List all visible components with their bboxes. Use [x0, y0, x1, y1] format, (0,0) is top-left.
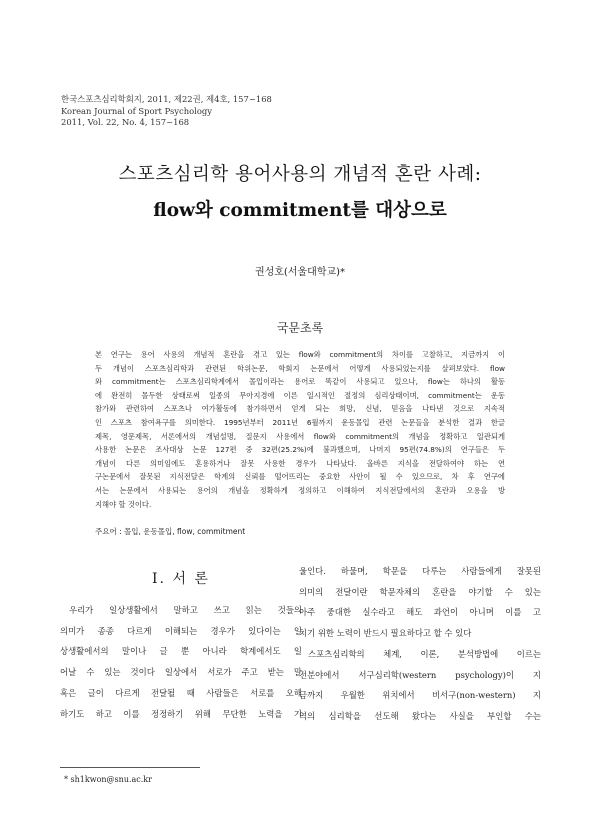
body-line: 스포츠심리학의 체계, 이론, 분석방법에 이르는 [308, 648, 541, 659]
abstract-line: 지해야 할 것이다. [95, 499, 152, 509]
body-line: 치기 위한 노력이 반드시 필요하다고 할 수 있다 [299, 628, 472, 639]
footnote-email: * sh1kwon@snu.ac.kr [64, 775, 152, 784]
body-line: 역의 심리학을 선도해 왔다는 사실을 부인할 수는 [299, 710, 541, 721]
body-line: 우리가 일상생활에서 말하고 쓰고 읽는 것들의 [69, 605, 302, 615]
abstract-line: 사용한 논문은 조사대상 논문 127편 중 32편(25.2%)에 불과했으며, 나머지 95편(74.8%)의 연구들은 두 [95, 445, 505, 455]
abstract-line: 인 스포츠 참여욕구를 의미한다. 1995년부터 2011년 6월까지 운동몰입 관련 논문들을 분석한 결과 한글 [95, 417, 505, 427]
body-line: 아주 중대한 실수라고 해도 과언이 아니며 이를 고 [299, 607, 541, 618]
journal-meta [61, 94, 272, 129]
abstract-line: 에 완전히 몰두한 상태로써 일종의 무아지경에 이른 일시적인 절정의 심리상태이며, commitment는 운동 [95, 390, 505, 400]
author-affiliation: 권성호(서울대학교)* [254, 267, 346, 278]
journal-meta-korean: 한국스포츠심리학회지, 2011, 제22권, 제4호, 157~168 [61, 94, 272, 104]
keywords: 주요어 : 몰입, 운동몰입, flow, commitment [95, 527, 246, 536]
abstract-line: 개념이 다른 의미임에도 혼용하거나 잘못 사용한 경우가 나타났다. 올바른 지식을 전달하여야 하는 연 [95, 458, 505, 468]
abstract-heading: 국문초록 [276, 321, 324, 335]
abstract-line: 두 개념이 스포츠심리학과 관련된 학위논문, 학회지 논문에서 어떻게 사용되었는지를 살펴보았다. flow [95, 363, 505, 373]
body-line: 혹은 글이 다르게 전달될 때 사람들은 서로를 오해 [60, 687, 302, 698]
body-column-right [299, 561, 541, 727]
abstract-line: 제목, 영문제목, 서론에서의 개념설명, 질문지 사용에서 flow와 commitment의 개념을 정확하고 일관되게 [95, 431, 505, 441]
journal-meta-english: Korean Journal of Sport Psychology [61, 105, 212, 116]
section-heading-introduction: Ⅰ. 서 론 [152, 571, 210, 587]
abstract-line: 구논문에서 잘못된 지식전달은 학계의 신뢰를 떨어뜨리는 중요한 사안이 될 수 있으므로, 차 후 연구에 [95, 472, 505, 482]
paper-title-line1: 스포츠심리학 용어사용의 개념적 혼란 사례: [118, 164, 482, 185]
abstract-line: 서는 논문에서 사용되는 용어의 개념을 정확하게 정의하고 이해하여 지식전달에서의 혼란과 오용을 방 [95, 485, 505, 495]
body-line: 금까지 우월한 위치에서 비서구(non-western) 지 [299, 690, 541, 701]
journal-meta-volume: 2011, Vol. 22, No. 4, 157~168 [61, 117, 190, 127]
body-line: 울인다. 하물며, 학문을 다루는 사람들에게 잘못된 [299, 566, 541, 576]
footnote-divider [60, 767, 200, 768]
body-line: 의미의 전달이란 학문자체의 혼란을 야기할 수 있는 [299, 586, 541, 597]
body-line: 상생활에서의 말이나 글 뿐 아니라 학계에서도 일 [60, 646, 302, 657]
body-line: 전분야에서 서구심리학(western psychology)이 지 [299, 669, 541, 680]
abstract-line: 참가와 관련하여 스포츠나 여가활동에 참가하면서 얻게 되는 희망, 신념, 믿음을 나타낸 것으로 지속적 [95, 404, 505, 414]
abstract-line: 본 연구는 용어 사용의 개념적 혼란을 겪고 있는 flow와 commitment의 차이를 고찰하고, 지금까지 이 [95, 350, 505, 359]
body-line: 어날 수 있는 것이다 일상에서 서로가 주고 받는 말 [60, 667, 302, 678]
body-column-left [60, 600, 302, 724]
body-line: 하기도 하고 이를 정정하기 위해 무단한 노력을 기 [60, 708, 302, 719]
paper-title-line2: flow와 commitment를 대상으로 [153, 200, 447, 221]
abstract-body [95, 348, 505, 511]
abstract-line: 와 commitment는 스포츠심리학계에서 몰입이라는 용어로 똑같이 사용되고 있으나, flow는 하나의 활동 [95, 377, 505, 387]
body-line: 의미가 종종 다르게 이해되는 경우가 있다이는 일 [60, 625, 302, 636]
